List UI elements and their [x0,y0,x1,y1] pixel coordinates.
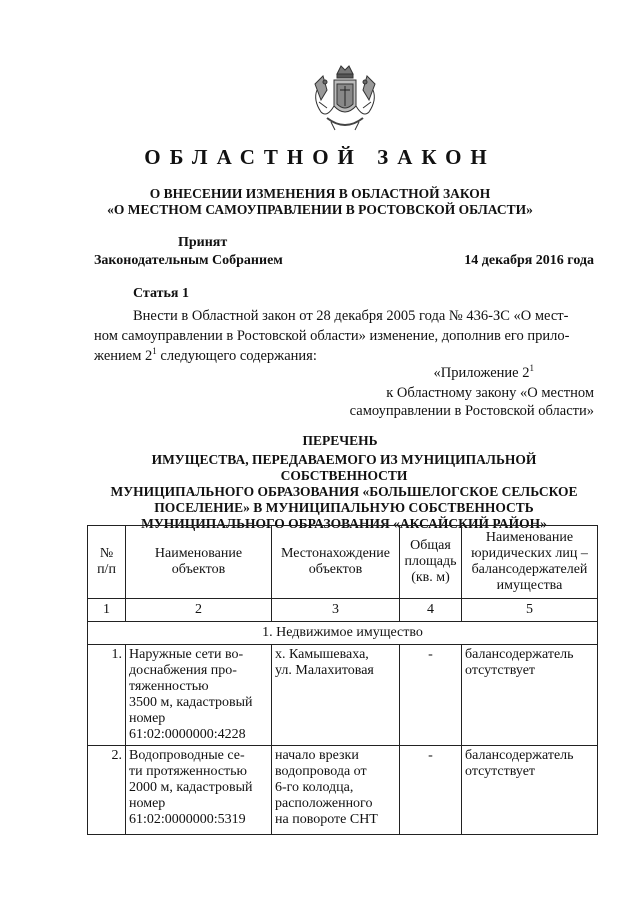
cell-line: отсутствует [465,663,536,678]
header-line: Общая [410,538,451,553]
article-line [94,346,594,366]
law-subtitle-line: О ВНЕСЕНИИ ИЗМЕНЕНИЯ В ОБЛАСТНОЙ ЗАКОН [149,186,491,201]
superscript: 1 [152,346,157,356]
row-number: 1. [88,645,126,746]
cell-line: ул. Малахитовая [275,663,374,678]
cell-line: 61:02:0000000:5319 [129,812,246,827]
cell-line: номер [129,711,166,726]
column-number: 1 [88,599,126,622]
header-line: юридических лиц – [471,546,588,561]
law-subtitle [0,186,640,218]
cell-line: номер [129,796,166,811]
cell-line: 2000 м, кадастровый [129,780,253,795]
list-subtitle-line: ИМУЩЕСТВА, ПЕРЕДАВАЕМОГО ИЗ МУНИЦИПАЛЬНОЙ СОБСТВЕННОСТИ [151,452,537,483]
article-line: Внести в Областной закон от 28 декабря 2005 года № 436-ЗС «О мест- [133,308,569,324]
column-number: 4 [400,599,462,622]
object-area: - [400,645,462,746]
adopted-by: Законодательным Собранием [94,253,283,268]
list-title: ПЕРЕЧЕНЬ [302,433,378,448]
header-line: объектов [171,562,226,577]
property-table [87,525,598,835]
object-holder [462,746,598,835]
appendix-line: к Областному закону «О местном [386,385,594,401]
article-body [94,306,594,366]
law-title: ОБЛАСТНОЙ ЗАКОН [144,145,496,169]
cell-line: Наружные сети во- [129,647,244,662]
table-row [88,746,598,835]
object-holder [462,645,598,746]
object-location [272,746,400,835]
cell-line: 3500 м, кадастровый [129,695,253,710]
header-line: объектов [308,562,363,577]
row-number: 2. [88,746,126,835]
header-line: Наименование [485,530,574,545]
header-line: балансодержателей [471,562,588,577]
cell-line: тяженностью [129,679,209,694]
table-row [88,645,598,746]
article-line-text: следующего содержания: [156,348,317,364]
section-row [88,622,598,645]
col-header-holder [462,526,598,599]
col-header-area [400,526,462,599]
column-number-row [88,599,598,622]
adopted-date: 14 декабря 2016 года [464,253,594,268]
adopted-label: Принят [178,235,228,250]
column-number: 2 [126,599,272,622]
cell-line: балансодержатель [465,647,574,662]
cell-line: х. Камышеваха, [275,647,369,662]
article-line: ном самоуправлении в Ростовской области» изменение, дополнив его прило- [94,328,570,344]
col-header-name [126,526,272,599]
list-subtitle-line: МУНИЦИПАЛЬНОГО ОБРАЗОВАНИЯ «БОЛЬШЕЛОГСКОЕ СЕЛЬСКОЕ [110,484,578,499]
appendix-title-text: «Приложение 2 [433,365,530,381]
cell-line: водопровода от [275,764,367,779]
object-area: - [400,746,462,835]
cell-line: доснабжения про- [129,663,237,678]
column-number: 5 [462,599,598,622]
appendix-line: самоуправлении в Ростовской области» [349,403,594,419]
cell-line: расположенного [275,796,373,811]
law-subtitle-line: «О МЕСТНОМ САМОУПРАВЛЕНИИ В РОСТОВСКОЙ ОБЛАСТИ» [107,202,533,217]
column-number: 3 [272,599,400,622]
appendix-title [350,364,534,382]
adopted-block [94,234,283,270]
object-location [272,645,400,746]
superscript: 1 [529,363,534,373]
object-name [126,746,272,835]
table-header-row [88,526,598,599]
cell-line: начало врезки [275,748,359,763]
cell-line: ти протяженностью [129,764,248,779]
col-header-location [272,526,400,599]
list-subtitle [94,452,594,532]
coat-of-arms-emblem [307,60,383,138]
header-line: п/п [97,562,116,577]
appendix-header [350,364,594,420]
list-subtitle-line: ПОСЕЛЕНИЕ» В МУНИЦИПАЛЬНУЮ СОБСТВЕННОСТЬ [154,500,534,515]
header-line: площадь [404,554,457,569]
cell-line: балансодержатель [465,748,574,763]
cell-line: отсутствует [465,764,536,779]
header-line: Наименование [154,546,243,561]
section-title: 1. Недвижимое имущество [88,622,598,645]
col-header-number [88,526,126,599]
header-line: Местонахождение [280,546,390,561]
header-line: (кв. м) [411,570,450,585]
cell-line: 6-го колодца, [275,780,354,795]
header-line: № [99,546,114,561]
cell-line: 61:02:0000000:4228 [129,727,246,742]
object-name [126,645,272,746]
article-line-text: жением 2 [94,348,153,364]
cell-line: Водопроводные се- [129,748,245,763]
article-title: Статья 1 [133,286,189,301]
list-subtitle-line: МУНИЦИПАЛЬНОГО ОБРАЗОВАНИЯ «АКСАЙСКИЙ РАЙОН» [141,516,547,531]
header-line: имущества [496,578,563,593]
cell-line: на повороте СНТ [275,812,378,827]
